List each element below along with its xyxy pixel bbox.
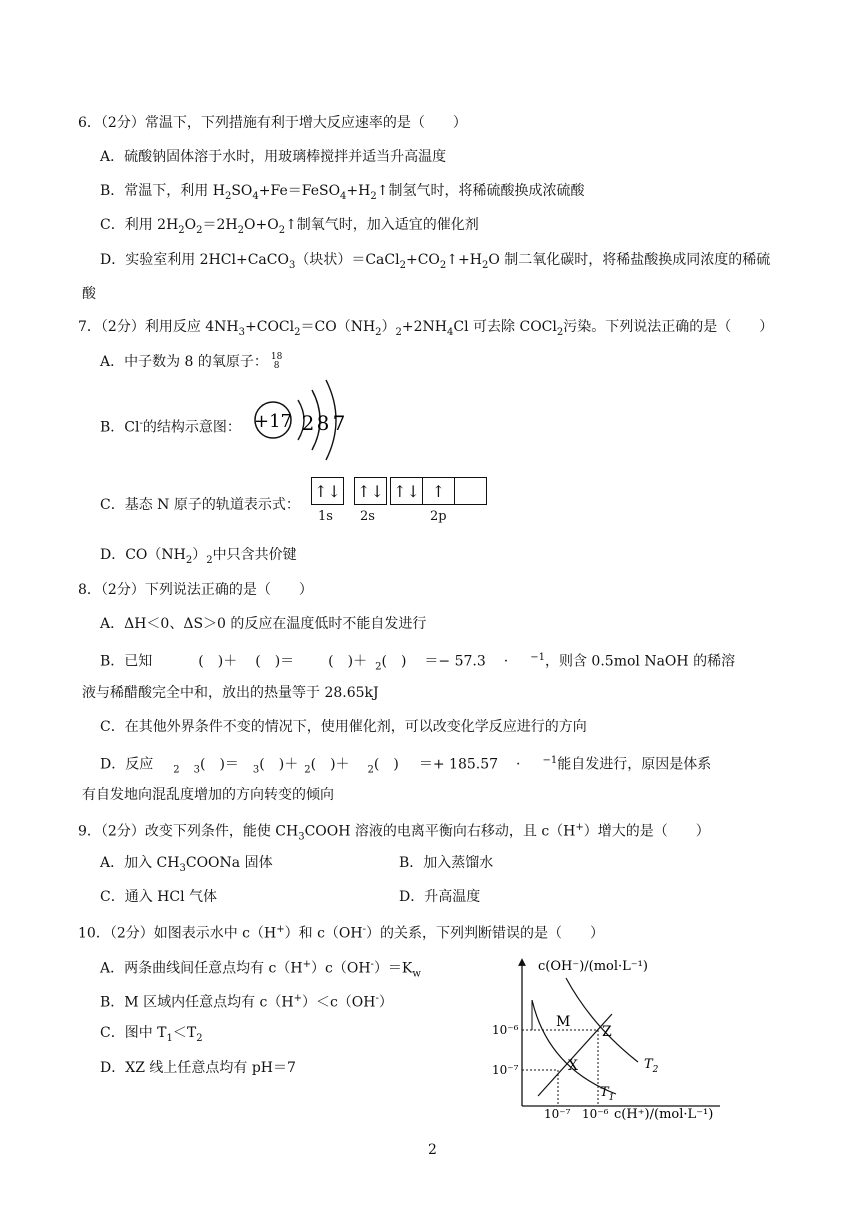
shell-electrons-3: 7 bbox=[332, 411, 346, 435]
q6-option-a: A．硫酸钠固体溶于水时，用玻璃棒搅拌并适当升高温度 bbox=[100, 149, 447, 165]
q7-option-c: C．基态 N 原子的轨道表示式： bbox=[100, 497, 300, 513]
curve-t2 bbox=[566, 978, 638, 1062]
q9-option-c: C．通入 HCl 气体 bbox=[100, 889, 218, 905]
y-axis-label: c(OH⁻)/(mol·L⁻¹) bbox=[538, 959, 648, 974]
oxygen-isotope-notation: 18 8 bbox=[270, 352, 283, 371]
q10-option-a: A．两条曲线间任意点均有 $c(H^+)c(OH^-)=K_w$ bbox=[100, 959, 421, 980]
q9-stem: 9．（2分）改变下列条件，能使 $CH_3COOH$ 溶液的电离平衡向右移动，且 c（H+）增大的是（ ） bbox=[78, 822, 710, 843]
q7-option-d: D．$CO(NH_2)_2$中只含共价键 bbox=[100, 547, 297, 566]
orbital-label-2s: 2s bbox=[360, 509, 375, 524]
q8-stem: 8．（2分）下列说法正确的是（ ） bbox=[78, 582, 313, 598]
q10-option-c: C．图中 $T_1<T_2$ bbox=[100, 1025, 203, 1044]
q8-option-d-cont: 有自发地向混乱度增加的方向转变的倾向 bbox=[82, 787, 334, 803]
q6-option-c: C．利用 $2H_2O_2=2H_2O+O_2↑$制氧气时，加入适宜的催化剂 bbox=[100, 217, 479, 236]
region-m-label: M bbox=[556, 1014, 571, 1030]
page-number: 2 bbox=[428, 1142, 437, 1158]
x-tick-1e-7: 10⁻⁷ bbox=[544, 1107, 571, 1121]
xz-line bbox=[538, 1014, 612, 1096]
orbital-1s: ↑↓ bbox=[311, 477, 344, 505]
orbital-label-2p: 2p bbox=[430, 509, 447, 524]
shell-electrons-2: 8 bbox=[316, 411, 330, 435]
orbital-2p: ↑↓ ↑ bbox=[390, 477, 487, 505]
q6-stem: 6．（2分）常温下，下列措施有利于增大反应速率的是（ ） bbox=[78, 115, 467, 131]
orbital-label-1s: 1s bbox=[318, 509, 333, 524]
y-tick-1e-6: 10⁻⁶ bbox=[492, 1023, 519, 1037]
shell-electrons-1: 2 bbox=[301, 411, 315, 435]
chloride-ion-structure-diagram bbox=[250, 376, 360, 466]
point-x-label: X bbox=[568, 1058, 578, 1074]
curve-t1 bbox=[532, 1000, 616, 1094]
orbital-2s: ↑↓ bbox=[354, 477, 387, 505]
water-ionization-graph bbox=[488, 950, 728, 1125]
q7-option-b: B．Cl-的结构示意图： bbox=[100, 418, 241, 436]
q10-stem: 10．（2分）如图表示水中 c（H+）和 c（OH-）的关系，下列判断错误的是（ ） bbox=[78, 924, 604, 942]
q9-option-a: A．加入 $CH_3COONa$ 固体 bbox=[100, 855, 273, 874]
curve-t1-label: $T_1$ bbox=[600, 1085, 615, 1103]
nucleus-charge: +17 bbox=[254, 411, 292, 432]
point-z-label: Z bbox=[602, 1024, 612, 1040]
q10-option-d: D．XZ 线上任意点均有 pH＝7 bbox=[100, 1060, 296, 1076]
q8-option-b-cont: 液与稀醋酸完全中和，放出的热量等于 28.65kJ bbox=[82, 685, 379, 701]
q8-option-c: C．在其他外界条件不变的情况下，使用催化剂，可以改变化学反应进行的方向 bbox=[100, 719, 587, 735]
q8-option-a: A．ΔH＜0、ΔS＞0 的反应在温度低时不能自发进行 bbox=[100, 616, 427, 632]
q7-option-a: A．中子数为 8 的氧原子： 18 8 bbox=[100, 352, 283, 371]
y-tick-1e-7: 10⁻⁷ bbox=[492, 1063, 519, 1077]
q8-option-b: B．已知 ( )＋ ( )＝ ( )＋ $_2$( ) ＝− 57.3 · $^{-1}$，则含 0.5mol NaOH 的稀溶 bbox=[100, 652, 736, 673]
q9-option-d: D．升高温度 bbox=[399, 889, 481, 905]
q6-option-d-cont: 酸 bbox=[82, 286, 96, 302]
q10-option-b: B．M 区域内任意点均有 c（H+）＜c（OH-） bbox=[100, 993, 393, 1011]
q6-option-b: B．常温下，利用 $H_2SO_4+Fe=FeSO_4+H_2↑$制氢气时，将稀硫酸换成浓硫酸 bbox=[100, 183, 585, 202]
q7-stem: 7．（2分）利用反应 $4NH_3+COCl_2=CO(NH_2)_2+2NH_4Cl$ 可去除 COCl$_2$污染。下列说法正确的是（ ） bbox=[78, 319, 774, 338]
curve-t2-label: $T_2$ bbox=[644, 1057, 659, 1075]
q9-option-b: B．加入蒸馏水 bbox=[399, 855, 494, 871]
q6-option-d: D．实验室利用 2HCl+CaCO$_3$（块状）$=CaCl_2+CO_2↑+H_2O$ 制二氧化碳时，将稀盐酸换成同浓度的稀硫 bbox=[100, 252, 771, 271]
q8-option-d: D．反应 $_2$ $_3$( )＝ $_3$( )＋ $_2$( )＋ $_2$( ) ＝+ 185.57 · $^{-1}$能自发进行，原因是体系 bbox=[100, 755, 712, 776]
x-tick-1e-6: 10⁻⁶ bbox=[582, 1107, 609, 1121]
x-axis-label: c(H⁺)/(mol·L⁻¹) bbox=[614, 1107, 714, 1122]
